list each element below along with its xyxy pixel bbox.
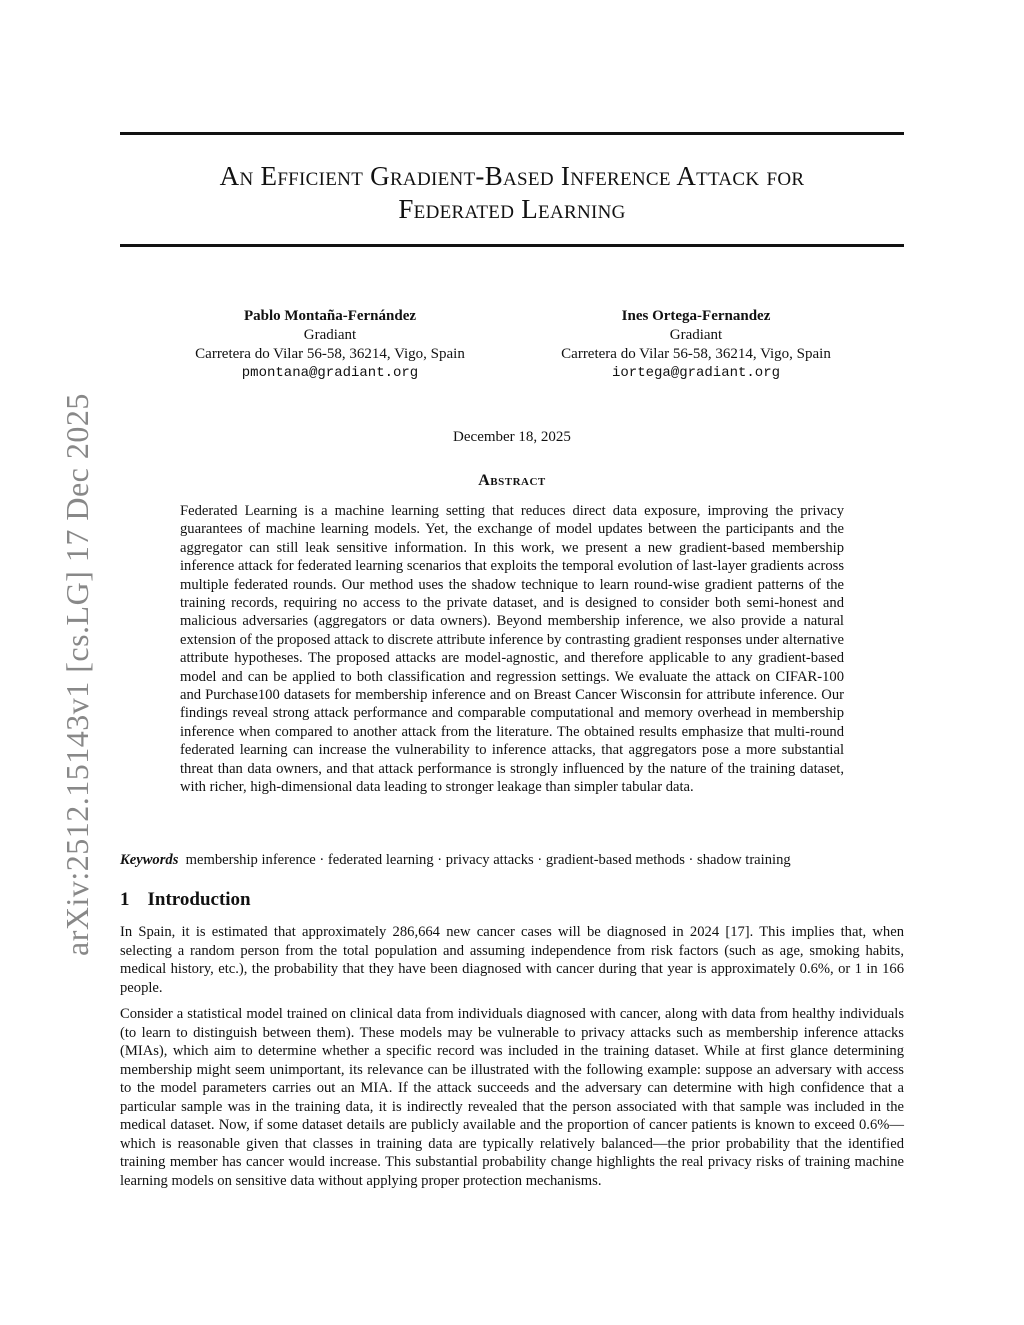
intro-paragraph-2: Consider a statistical model trained on clinical data from individuals diagnosed with cancer, along with data from healthy individuals (to learn to distinguish between them). These models may be vulnerable to privacy attacks such as membership inference attacks (MIAs), which aim to determine whether a specific record was included in the training dataset. While at first glance determining membership might seem unimportant, its relevance can be illustrated with the following example: suppose an adversary with access to the model parameters carries out an MIA. If the attack succeeds and the adversary can determine with high confidence that a particular sample was in the training data, it is indirectly revealed that the person associated with that sample was included in the medical dataset. Now, if some dataset details are publicly available and the proportion of cancer patients is known to exceed 0.6%—which is reasonable given that classes in training data are typically relatively balanced—the prior probability that the identified training member has cancer would increase. This substantial probability change highlights the real privacy risks of training machine learning models on sensitive data without applying proper protection mechanisms. (120, 1006, 904, 1189)
author-affiliation: Gradiant (669, 327, 723, 343)
author-email[interactable]: pmontana@gradiant.org (241, 365, 419, 381)
author-block-2 (506, 307, 886, 383)
section-heading (120, 889, 251, 911)
keywords (120, 852, 910, 869)
author-address: Carretera do Vilar 56-58, 36214, Vigo, Spain (561, 346, 831, 362)
author-block-1 (140, 307, 520, 383)
title-line-2: Federated Learning (398, 194, 626, 224)
keywords-label: Keywords (120, 852, 179, 868)
section-number: 1 (120, 889, 130, 910)
author-name: Ines Ortega-Fernandez (621, 308, 771, 324)
title-top-rule (120, 132, 904, 135)
title-line-1: An Efficient Gradient-Based Inference Attack for (219, 161, 805, 191)
title-bottom-rule (120, 244, 904, 247)
author-address: Carretera do Vilar 56-58, 36214, Vigo, Spain (195, 346, 465, 362)
author-name: Pablo Montaña-Fernández (243, 308, 417, 324)
section-title: Introduction (147, 889, 251, 910)
keywords-text: membership inference · federated learning · privacy attacks · gradient-based methods · shadow training (185, 852, 791, 868)
abstract-heading: Abstract (478, 472, 546, 489)
author-email[interactable]: iortega@gradiant.org (611, 365, 781, 381)
paper-title (120, 160, 904, 226)
intro-paragraph-1: In Spain, it is estimated that approximately 286,664 new cancer cases will be diagnosed in 2024 [17]. This implies that, when selecting a random person from the total population and assuming independence from risk factors (such as age, smoking habits, medical history, etc.), the probability that they have been diagnosed with cancer during that year is approximately 0.6%, or 1 in 166 people. (120, 924, 904, 996)
author-affiliation: Gradiant (303, 327, 357, 343)
arxiv-identifier: arXiv:2512.15143v1 [cs.LG] 17 Dec 2025 (59, 393, 95, 956)
publication-date: December 18, 2025 (453, 429, 571, 445)
abstract-text: Federated Learning is a machine learning setting that reduces direct data exposure, improving the privacy guarantees of machine learning models. Yet, the exchange of model updates between the participants and the aggregator can still leak sensitive information. In this work, we present a new gradient-based membership inference attack for federated learning scenarios that exploits the temporal evolution of last-layer gradients across multiple federated rounds. Our method uses the shadow technique to learn round-wise gradient patterns of the training records, requiring no access to the private dataset, and is designed to consider both semi-honest and malicious adversaries (aggregators or data owners). Beyond membership inference, we also provide a natural extension of the proposed attack to discrete attribute inference by contrasting gradient responses under alternative attribute hypotheses. The proposed attacks are model-agnostic, and therefore applicable to any gradient-based model and can be applied to both classification and regression settings. We evaluate the attack on CIFAR-100 and Purchase100 datasets for membership inference and on Breast Cancer Wisconsin for attribute inference. Our findings reveal strong attack performance and comparable computational and memory overhead in membership inference when compared to another attack from the literature. The obtained results emphasize that multi-round federated learning can increase the vulnerability to inference attacks, that aggregators pose a more substantial threat than data owners, and that attack performance is strongly influenced by the nature of the training dataset, with richer, high-dimensional data leading to stronger leakage than simpler tabular data. (180, 503, 844, 796)
